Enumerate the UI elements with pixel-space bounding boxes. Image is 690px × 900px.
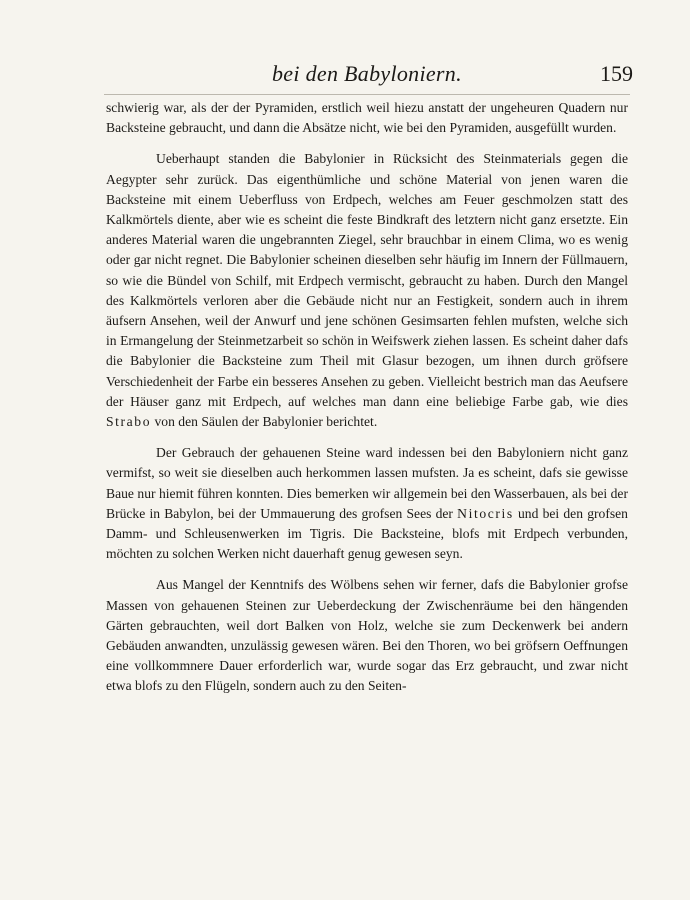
paragraph-1: schwierig war, als der der Pyramiden, erstlich weil hiezu anstatt der ungeheuren Quadern nur Backsteine gebraucht, und dann die Absätze nicht, wie bei den Pyramiden, ausgefüllt wurden.	[106, 100, 628, 136]
paragraph-4: Aus Mangel der Kenntnifs des Wölbens sehen wir ferner, dafs die Babylonier grofse Massen von gehauenen Steinen zur Ueberdeckung der Zwischenräume bei den hängenden Gärten gebrauchten, weil dort Balken von Holz, welche sie zum Deckenwerk bei andern Gebäuden anwandten, unzulässig gewesen wären. Bei den Thoren, wo bei gröfsern Oeffnungen eine vollkommnere Dauer erforderlich war, wurde sogar das Erz gebraucht, und zwar nicht etwa blofs zu den Flügeln, sondern auch zu den Seiten-	[106, 577, 628, 694]
page-header	[0, 55, 690, 95]
header-rule	[104, 94, 630, 95]
page-body	[106, 98, 628, 708]
author-name-strabo: Strabo	[106, 414, 152, 430]
paragraph-2-tail: von den Säulen der Babylonier berichtet.	[154, 414, 378, 430]
paragraph-3-text: Der Gebrauch der gehauenen Steine ward indessen bei den Babyloniern nicht ganz vermifst, so weit sie dieselben auch herkommen lassen mufsten. Ja es scheint, dafs sie gewisse Baue nur hiemit führen konnten. Dies bemerken wir allgemein bei den Wasserbauen, als bei der Brücke in Babylon, bei der Ummauerung des grofsen Sees der	[106, 445, 628, 521]
paragraph-3-tail: und bei den grofsen Damm- und Schleusenwerken im Tigris. Die Backsteine, blofs mit Erdpech verbunden, möchten zu solchen Werken nicht dauerhaft genug gewesen seyn.	[106, 505, 628, 562]
running-title: bei den Babyloniern.	[272, 61, 462, 86]
name-nitocris: Nitocris	[457, 505, 514, 521]
page-number: 159	[600, 61, 633, 86]
paragraph-2-text: Ueberhaupt standen die Babylonier in Rücksicht des Steinmaterials gegen die Aegypter sehr zurück. Das eigenthümliche und schöne Material von jenen waren die Backsteine mit einem Ueberfluss von Erdpech, welches am Feuer geschmolzen statt des Kalkmörtels diente, aber wie es scheint die feste Bindkraft des letztern nicht ganz ersetzte. Ein anderes Material waren die ungebrannten Ziegel, sehr brauchbar in einem Clima, wo es wenig oder gar nicht regnet. Die Babylonier scheinen dieselben sehr häufig im Innern der Füllmauern, so wie die Bündel von Schilf, mit Erdpech vermischt, gebraucht zu haben. Durch den Mangel des Kalkmörtels verloren aber die Gebäude nicht nur an Festigkeit, sondern auch in ihrem äufsern Ansehen, weil der Anwurf und jene schönen Gesimsarten fehlen mufsten, welche sich in Ermangelung der Steinmetzarbeit so schön in Weifswerk ziehen lassen. Es scheint daher dafs die Babylonier die Backsteine zum Theil mit Glasur bezogen, um ihnen durch gröfsere Verschiedenheit der Farbe ein besseres Ansehen zu geben. Vielleicht bestrich man das Aeufsere der Häuser ganz mit Erdpech, auf welches man dann eine beliebige Farbe gab, wie dies	[106, 151, 628, 409]
paragraph-3	[106, 443, 628, 564]
paragraph-2	[106, 149, 628, 432]
